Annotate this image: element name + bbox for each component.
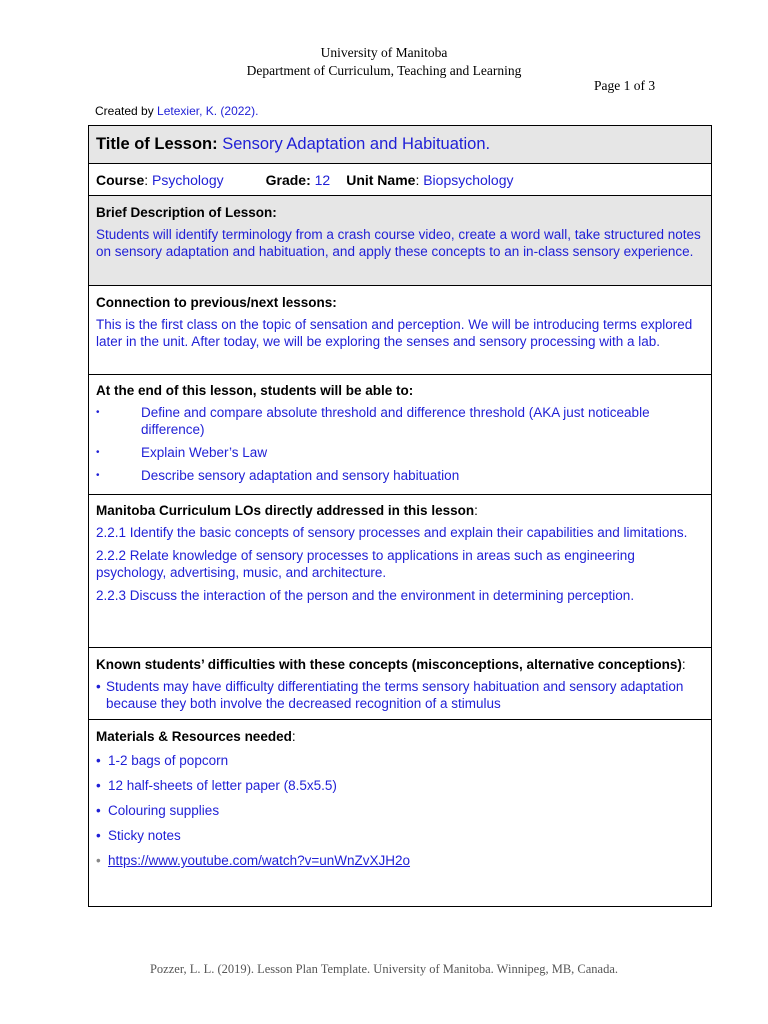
footer-citation: Pozzer, L. L. (2019). Lesson Plan Template. University of Manitoba. Winnipeg, MB, Canada. [149,962,619,976]
created-by-label: Created by [95,104,158,118]
bullet-icon: • [96,753,101,768]
objective-item [96,404,704,438]
objectives-label: At the end of this lesson, students will be able to: [96,383,414,398]
curriculum-item: 2.2.2 Relate knowledge of sensory processes to applications in areas such as engineering psychology, advertising, music, and architecture. [96,548,635,580]
unit-value: Biopsychology [423,171,514,188]
curriculum-item: 2.2.1 Identify the basic concepts of sensory processes and explain their capabilities and limitations. [96,525,688,540]
course-row: Course : Psychology Grade: 12 Unit Name : Biopsychology [89,164,711,196]
youtube-link[interactable]: https://www.youtube.com/watch?v=unWnZvXJH2o [108,853,411,868]
description-label: Brief Description of Lesson: [96,205,277,220]
materials-section: Materials & Resources needed: • 1-2 bags of popcorn • 12 half-sheets of letter paper (8.5x5.5) • Colouring supplies • Sticky notes • https://www.youtube.com/watch?v=unWnZvXJH2o [89,720,711,906]
bullet-icon: • [96,470,100,481]
title-row [89,126,711,164]
difficulties-label: Known students’ difficulties with these concepts (misconceptions, alternative conceptions) [96,657,682,672]
bullet-icon: • [96,853,101,868]
lesson-title: Sensory Adaptation and Habituation. [222,135,491,153]
connection-section [89,286,711,375]
department-name: Department of Curriculum, Teaching and Learning [246,63,522,78]
grade-label: Grade: [265,171,311,188]
bullet-icon: • [96,778,101,793]
university-name: University of Manitoba [320,45,448,60]
material-item [96,802,704,819]
material-item [96,777,704,794]
difficulties-section: Known students’ difficulties with these concepts (misconceptions, alternative conceptions): • Students may have difficulty differentiating the terms sensory habituation and sensory adaptation because they both involve the decreased recognition of a stimulus [89,648,711,720]
lesson-plan-table [88,125,712,907]
objective-item [96,444,704,461]
bullet-icon: • [96,803,101,818]
objective-text: Define and compare absolute threshold and difference threshold (AKA just noticeable difference) [141,405,650,437]
title-label: Title of Lesson: [96,135,218,153]
materials-label: Materials & Resources needed [96,729,292,744]
curriculum-item: 2.2.3 Discuss the interaction of the person and the environment in determining perception. [96,588,635,603]
bullet-icon: • [96,679,101,694]
objective-text: Explain Weber’s Law [141,445,268,460]
course-value: Psychology [152,171,224,188]
material-item [96,752,704,769]
objective-item [96,467,704,484]
created-by [95,104,258,118]
difficulty-item [96,678,704,712]
difficulty-text: Students may have difficulty differentiating the terms sensory habituation and sensory adaptation because they both involve the decreased recognition of a stimulus [106,679,684,711]
material-text: Sticky notes [108,828,181,843]
objectives-section [89,375,711,495]
curriculum-section: Manitoba Curriculum LOs directly addressed in this lesson: 2.2.1 Identify the basic concepts of sensory processes and explain their capabilities and limitations. 2.2.2 Relate knowledge of sensory processes to applications in areas such as engineering psychology, advertising, music, and architecture. 2.2.3 Discuss the interaction of the person and the environment in determining perception. [89,495,711,648]
unit-label: Unit Name [346,171,416,188]
material-text: 12 half-sheets of letter paper (8.5x5.5) [108,778,337,793]
created-by-author: Letexier, K. (2022). [157,104,259,118]
material-item [96,852,704,869]
description-section [89,196,711,286]
curriculum-label: Manitoba Curriculum LOs directly addressed in this lesson [96,503,475,518]
grade-value: 12 [314,171,331,188]
material-text: Colouring supplies [108,803,220,818]
bullet-icon: • [96,407,100,418]
bullet-icon: • [96,828,101,843]
connection-text: This is the first class on the topic of sensation and perception. We will be introducing terms explored later in the unit. After today, we will be exploring the senses and sensory processing with a lab. [96,317,693,349]
page-number: Page 1 of 3 [594,78,656,93]
material-item [96,827,704,844]
material-text: 1-2 bags of popcorn [108,753,229,768]
bullet-icon: • [96,447,100,458]
objective-text: Describe sensory adaptation and sensory habituation [141,468,460,483]
course-label: Course [96,171,145,188]
description-text: Students will identify terminology from a crash course video, create a word wall, take structured notes on sensory adaptation and habituation, and apply these concepts to an in-class sensory experience. [96,227,701,259]
connection-label: Connection to previous/next lessons: [96,295,337,310]
